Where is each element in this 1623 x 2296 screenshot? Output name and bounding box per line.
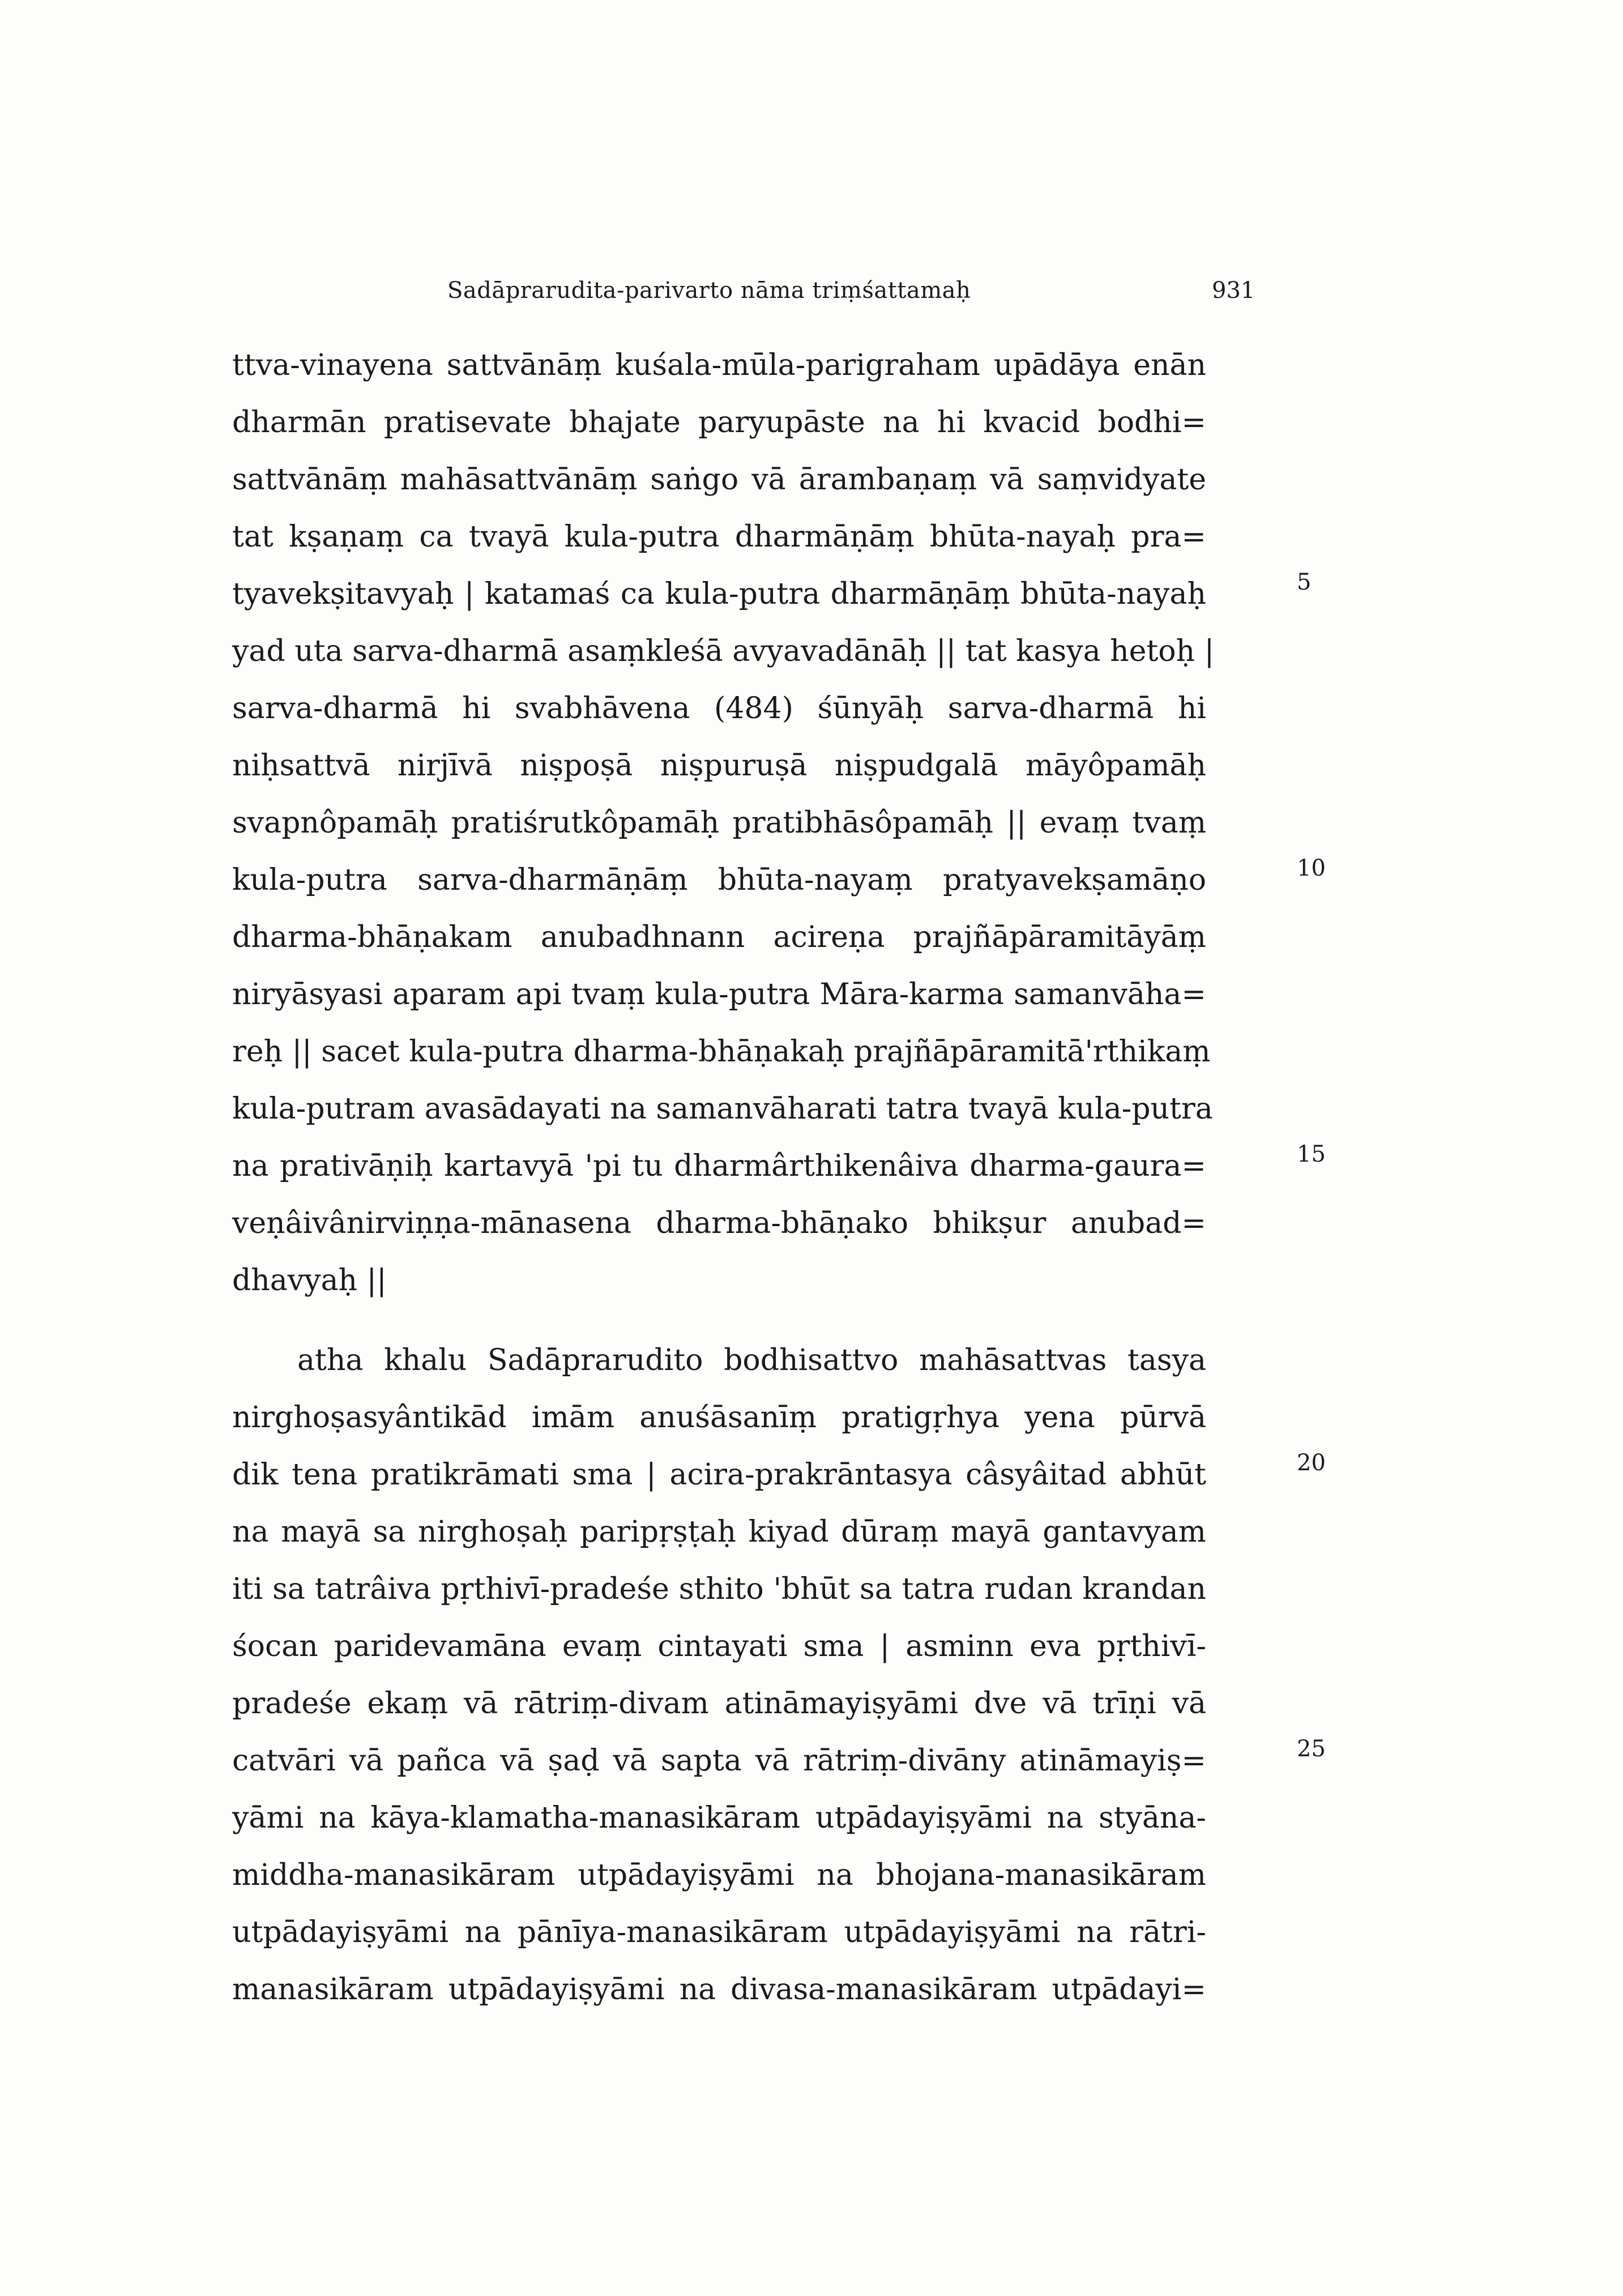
text-line: middha-manasikāram utpādayiṣyāmi na bhojana-manasikāram [232,1858,1206,1892]
text-line: veṇâivânirviṇṇa-mānasena dharma-bhāṇako bhikṣur anubad= [232,1206,1206,1240]
text-line: svapnôpamāḥ pratiśrutkôpamāḥ pratibhāsôpamāḥ || evaṃ tvaṃ [232,806,1206,840]
text-line: śocan paridevamāna evaṃ cintayati sma | asminn eva pṛthivī- [232,1629,1206,1663]
text-line: dharmān pratisevate bhajate paryupāste na hi kvacid bodhi= [232,406,1206,439]
text-line: ttva-vinayena sattvānāṃ kuśala-mūla-parigraham upādāya enān [232,348,1206,382]
text-line: kula-putra sarva-dharmāṇāṃ bhūta-nayaṃ pratyavekṣamāṇo [232,863,1206,897]
line-number: 10 [1297,855,1326,881]
page-number: 931 [1212,278,1255,304]
line-number: 15 [1297,1141,1326,1167]
text-line: na mayā sa nirghoṣaḥ paripṛṣṭaḥ kiyad dūraṃ mayā gantavyam [232,1515,1206,1549]
text-line: iti sa tatrâiva pṛthivī-pradeśe sthito 'bhūt sa tatra rudan krandan [232,1572,1206,1606]
paragraph-gap [232,1309,1206,1332]
text-line: sarva-dharmā hi svabhāvena (484) śūnyāḥ sarva-dharmā hi [232,692,1206,725]
line-number: 5 [1297,569,1312,595]
text-line: atha khalu Sadāprarudito bodhisattvo mahāsattvas tasya [297,1343,1206,1377]
text-line: nirghoṣasyântikād imām anuśāsanīṃ pratigṛhya yena pūrvā [232,1401,1206,1435]
text-line: catvāri vā pañca vā ṣaḍ vā sapta vā rātriṃ-divāny atināmayiṣ= [232,1744,1206,1778]
text-line: tat kṣaṇaṃ ca tvayā kula-putra dharmāṇāṃ bhūta-nayaḥ pra= [232,520,1206,554]
text-line: sattvānāṃ mahāsattvānāṃ saṅgo vā ārambaṇaṃ vā saṃvidyate [232,463,1206,497]
body-text [232,337,1215,2018]
text-line: pradeśe ekaṃ vā rātriṃ-divam atināmayiṣyāmi dve vā trīṇi vā [232,1687,1206,1721]
text-line: niryāsyasi aparam api tvaṃ kula-putra Māra-karma samanvāha= [232,978,1206,1012]
text-line: dharma-bhāṇakam anubadhnann acireṇa prajñāpāramitāyāṃ [232,920,1206,954]
text-line: utpādayiṣyāmi na pānīya-manasikāram utpādayiṣyāmi na rātri- [232,1915,1206,1949]
text-line: kula-putram avasādayati na samanvāharati tatra tvayā kula-putra [232,1092,1213,1126]
text-line: tyavekṣitavyaḥ | katamaś ca kula-putra dharmāṇāṃ bhūta-nayaḥ [232,577,1206,611]
text-line: niḥsattvā nirjīvā niṣpoṣā niṣpuruṣā niṣpudgalā māyôpamāḥ [232,749,1206,783]
running-title: Sadāprarudita-parivarto nāma triṃśattamaḥ [447,278,971,304]
text-line: yad uta sarva-dharmā asaṃkleśā avyavadānāḥ || tat kasya hetoḥ | [232,634,1215,668]
line-number: 25 [1297,1736,1326,1762]
line-number: 20 [1297,1450,1326,1476]
text-line: yāmi na kāya-klamatha-manasikāram utpādayiṣyāmi na styāna- [232,1801,1206,1835]
text-line: dik tena pratikrāmati sma | acira-prakrāntasya câsyâitad abhūt [232,1458,1206,1492]
text-line: manasikāram utpādayiṣyāmi na divasa-manasikāram utpādayi= [232,1973,1206,2007]
text-line: reḥ || sacet kula-putra dharma-bhāṇakaḥ prajñāpāramitā'rthikaṃ [232,1035,1211,1069]
text-line: na prativāṇiḥ kartavyā 'pi tu dharmârthikenâiva dharma-gaura= [232,1149,1206,1183]
text-line: dhavyaḥ || [232,1264,387,1298]
